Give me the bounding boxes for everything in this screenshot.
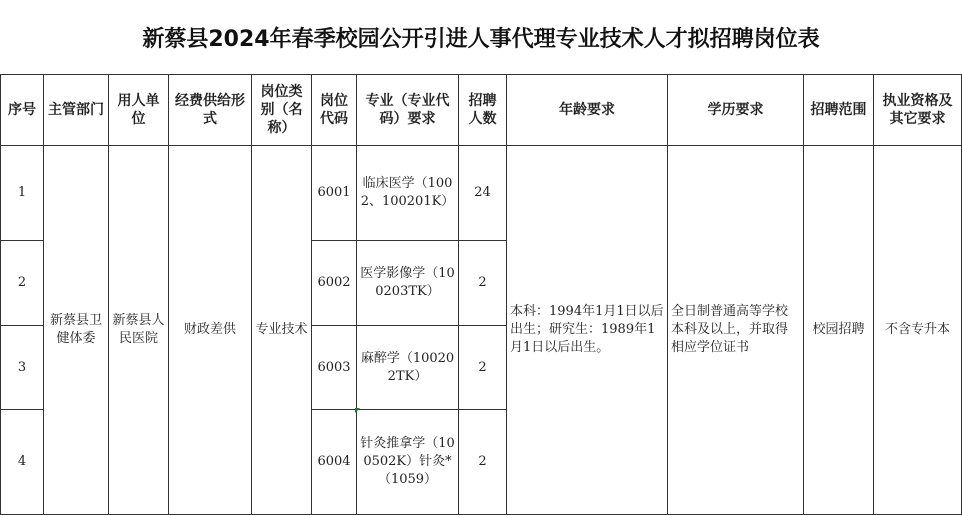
- row-major: 针灸推拿学（100502K）针灸*（1059）: [357, 410, 459, 515]
- row-count: 24: [459, 146, 507, 241]
- header-education: 学历要求: [668, 75, 804, 146]
- positions-table: [0, 74, 962, 515]
- row-count: 2: [459, 241, 507, 326]
- header-seq: 序号: [1, 75, 44, 146]
- row-code: 6002: [312, 241, 357, 326]
- row-major: 临床医学（1002、100201K）: [357, 146, 459, 241]
- scope-cell: 校园招聘: [804, 146, 874, 515]
- row-code: 6004: [312, 410, 357, 515]
- header-qualification: 执业资格及其它要求: [874, 75, 962, 146]
- header-row: [1, 75, 962, 146]
- header-post-code: 岗位代码: [312, 75, 357, 146]
- row-seq: 4: [1, 410, 44, 515]
- row-seq: 3: [1, 326, 44, 410]
- row-seq: 2: [1, 241, 44, 326]
- row-major: 医学影像学（100203TK）: [357, 241, 459, 326]
- dept-cell: 新蔡县卫健体委: [44, 146, 109, 515]
- cell-comment-marker: [355, 408, 360, 413]
- row-seq: 1: [1, 146, 44, 241]
- header-post-type: 岗位类别（名称）: [252, 75, 312, 146]
- table-row: [1, 146, 962, 241]
- row-count: 2: [459, 326, 507, 410]
- unit-cell: 新蔡县人民医院: [109, 146, 169, 515]
- education-cell: 全日制普通高等学校本科及以上，并取得相应学位证书: [668, 146, 804, 515]
- row-code: 6003: [312, 326, 357, 410]
- header-dept: 主管部门: [44, 75, 109, 146]
- header-unit: 用人单位: [109, 75, 169, 146]
- funding-cell: 财政差供: [169, 146, 252, 515]
- header-funding: 经费供给形式: [169, 75, 252, 146]
- header-age: 年龄要求: [507, 75, 668, 146]
- post-type-cell: 专业技术: [252, 146, 312, 515]
- row-major: 麻醉学（100202TK）: [357, 326, 459, 410]
- header-count: 招聘人数: [459, 75, 507, 146]
- header-scope: 招聘范围: [804, 75, 874, 146]
- qualification-cell: 不含专升本: [874, 146, 962, 515]
- age-cell: 本科：1994年1月1日以后出生；研究生：1989年1月1日以后出生。: [507, 146, 668, 515]
- row-count: 2: [459, 410, 507, 515]
- document-title: 新蔡县2024年春季校园公开引进人事代理专业技术人才拟招聘岗位表: [142, 26, 820, 52]
- header-major: 专业（专业代码）要求: [357, 75, 459, 146]
- row-code: 6001: [312, 146, 357, 241]
